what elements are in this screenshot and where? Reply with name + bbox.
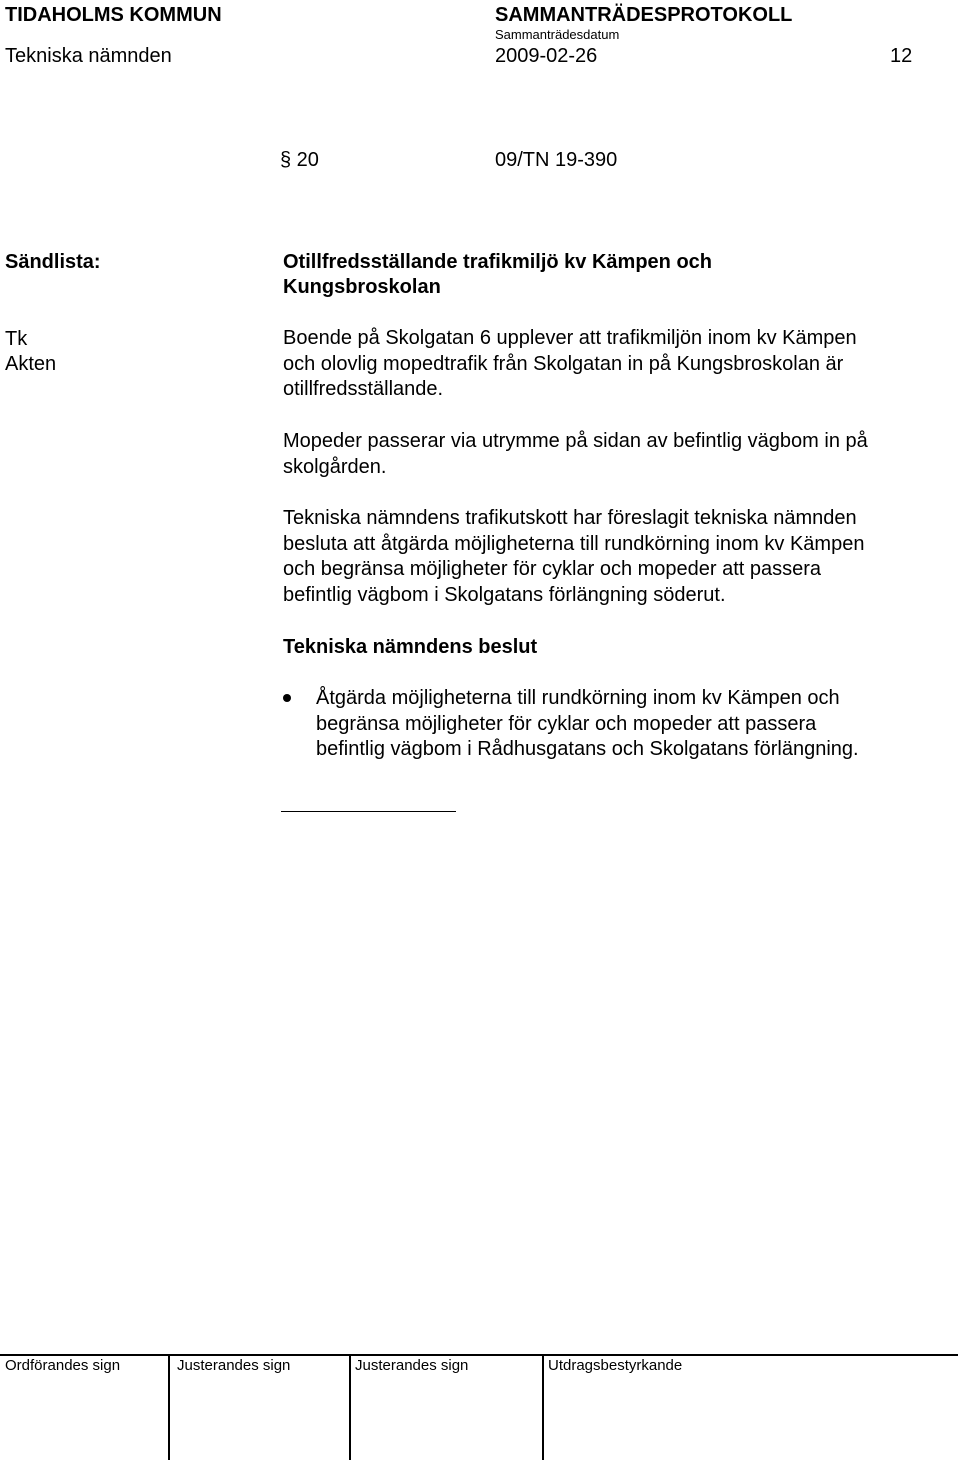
page-number: 12: [890, 45, 913, 67]
signature-column-divider: [542, 1354, 544, 1460]
item-title-line: Otillfredsställande trafikmiljö kv Kämpen och: [283, 251, 713, 273]
document-type: SAMMANTRÄDESPROTOKOLL: [495, 4, 793, 26]
bullet-line: begränsa möjligheter för cyklar och mopeder att passera: [316, 712, 817, 735]
item-title-line: Kungsbroskolan: [283, 276, 441, 298]
sendlist-recipient: Tk: [5, 328, 28, 350]
bullet-line: befintlig vägbom i Rådhusgatans och Skolgatans förlängning.: [316, 738, 859, 760]
paragraph-line: och olovlig mopedtrafik från Skolgatan in på Kungsbroskolan är: [283, 352, 844, 375]
meeting-date: 2009-02-26: [495, 45, 598, 67]
signature-column-label: Ordförandes sign: [5, 1357, 121, 1374]
bullet-line: Åtgärda möjligheterna till rundkörning inom kv Kämpen och: [316, 687, 840, 709]
committee-name: Tekniska nämnden: [5, 45, 172, 67]
paragraph-line: Tekniska nämndens trafikutskott har föreslagit tekniska nämnden: [283, 507, 857, 529]
paragraph-2: [283, 429, 868, 480]
paragraph-3: [283, 506, 864, 608]
paragraph-line: Boende på Skolgatan 6 upplever att trafikmiljön inom kv Kämpen: [283, 327, 857, 349]
signature-column-label: Justerandes sign: [355, 1357, 469, 1374]
sendlist-label: Sändlista:: [5, 251, 101, 273]
org-name: TIDAHOLMS KOMMUN: [5, 4, 222, 26]
section-number: § 20: [280, 149, 319, 171]
decision-heading: Tekniska nämndens beslut: [283, 636, 538, 658]
signature-table-top-border: [0, 1354, 958, 1356]
paragraph-line: skolgården.: [283, 455, 387, 478]
paragraph-line: besluta att åtgärda möjligheterna till rundkörning inom kv Kämpen: [283, 532, 865, 555]
paragraph-line: befintlig vägbom i Skolgatans förlängning söderut.: [283, 583, 726, 606]
decision-bullet-text: [316, 686, 859, 763]
signature-column-divider: [349, 1354, 351, 1460]
sendlist-recipient: Akten: [5, 353, 57, 375]
paragraph-line: Mopeder passerar via utrymme på sidan av befintlig vägbom in på: [283, 430, 868, 452]
signature-column-divider: [168, 1354, 170, 1460]
paragraph-1: [283, 326, 857, 403]
signature-column-label: Justerandes sign: [177, 1357, 291, 1374]
paragraph-line: otillfredsställande.: [283, 378, 444, 400]
date-label: Sammanträdesdatum: [495, 27, 620, 42]
signature-column-label: Utdragsbestyrkande: [548, 1357, 683, 1374]
paragraph-line: och begränsa möjligheter för cyklar och mopeder att passera: [283, 558, 822, 580]
end-separator: [281, 811, 456, 812]
bullet-icon: [283, 694, 291, 702]
diary-number: 09/TN 19-390: [495, 149, 618, 171]
